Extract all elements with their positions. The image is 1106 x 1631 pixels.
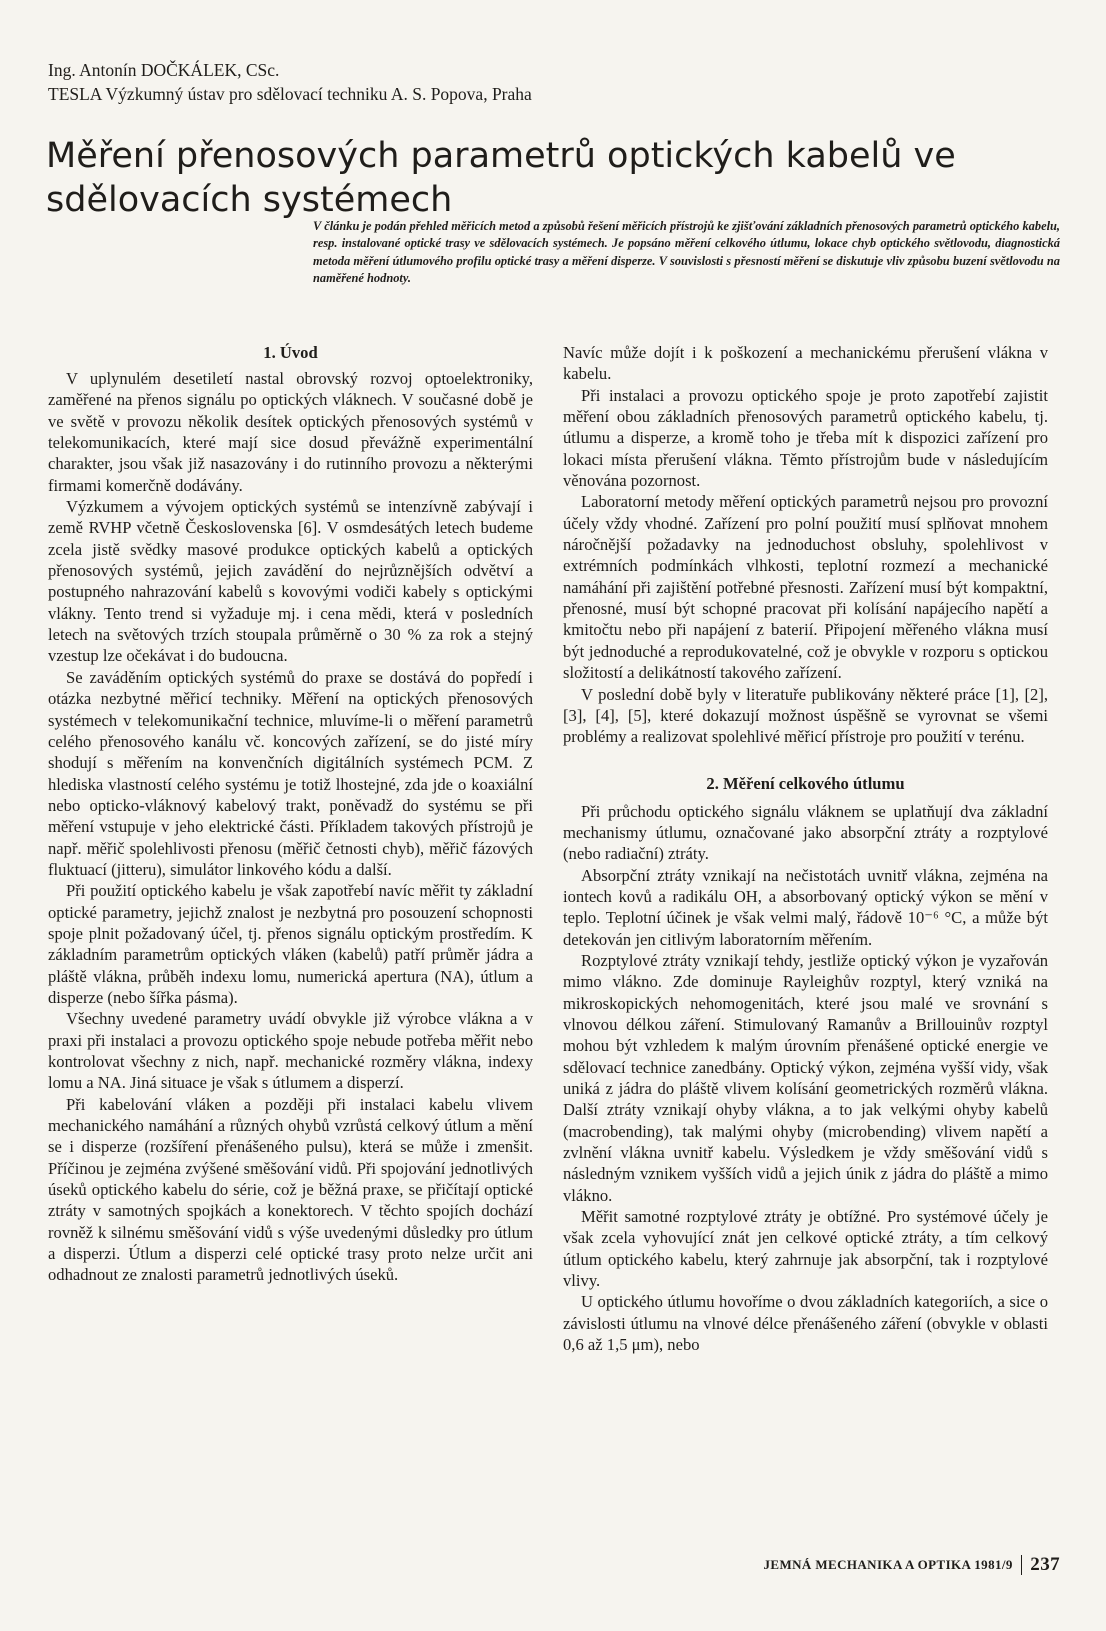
paragraph: Při instalaci a provozu optického spoje je proto zapotřebí zajistit měření obou základních přenosových parametrů optického kabelu, tj. útlumu a disperze, a kromě toho je třeba mít k dispozici zařízení pro lokaci místa přerušení vlákna. Těmto přístrojům bude v následujícím věnována pozornost. [563,385,1048,491]
paragraph: Měřit samotné rozptylové ztráty je obtížné. Pro systémové účely je však zcela vyhovující znát jen celkové optické ztráty, a tím celkový útlum optického kabelu, který zahrnuje jak absorpční, tak i rozptylové vlivy. [563,1207,1048,1291]
paragraph: V poslední době byly v literatuře publikovány některé práce [1], [2], [3], [4], [5], které dokazují možnost úspěšně se vyrovnat se všemi problémy a realizovat spolehlivé měřicí přístroje pro použití v terénu. [563,684,1048,747]
paragraph: Všechny uvedené parametry uvádí obvykle již výrobce vlákna a v praxi při instalaci a provozu optického spoje nebude potřeba měřit nebo kontrolovat všechny z nich, např. mechanické rozměry vlákna, indexy lomu a NA. Jiná situace je však s útlumem a disperzí. [48,1009,533,1093]
article-title: Měření přenosových parametrů optických kabelů ve sdělovacích systémech [46,136,956,220]
paragraph: U optického útlumu hovoříme o dvou základních kategoriích, a sice o závislosti útlumu na vlnové délce přenášeného záření (obvykle v oblasti 0,6 až 1,5 μm), nebo [563,1292,1048,1355]
article-abstract: V článku je podán přehled měřicích metod a způsobů řešení měřicích přístrojů ke zjišťování základních přenosových parametrů optického kabelu, resp. instalované optické trasy ve sdělovacích systémech. Je popsáno měření celkového útlumu, lokace chyb optického světlovodu, diagnostická metoda měření útlumového profilu optické trasy a měření disperze. V souvislosti s přesností měření se diskutuje vliv způsobu buzení světlovodu na naměřené hodnoty. [313,219,1060,285]
footer-divider [1021,1555,1023,1575]
author-block [48,58,532,106]
journal-name: JEMNÁ MECHANIKA A OPTIKA 1981/9 [763,1557,1013,1572]
paragraph: Výzkumem a vývojem optických systémů se intenzívně zabývají i země RVHP včetně Československa [6]. V osmdesátých letech budeme zcela jistě svědky masové produkce optických kabelů a optických přenosových systémů, jejich zavádění do nejrůznějších odvětví a postupného nahrazování kabelů s kovovými vodiči kabely s optickými vlákny. Tento trend si vyžaduje mj. i cena mědi, která v posledních letech na světových trzích stoupala průměrně o 30 % za rok a stejný vzestup lze očekávat i do budoucna. [48,497,533,666]
paragraph: Absorpční ztráty vznikají na nečistotách uvnitř vlákna, zejména na iontech kovů a radikálu OH, a absorbovaný optický výkon se mění v teplo. Teplotní účinek je však velmi malý, řádově 10⁻⁶ °C, a může být detekován jen citlivým laboratorním měřením. [563,865,1048,949]
author-name: Ing. Antonín DOČKÁLEK, CSc. [48,60,280,80]
page-number: 237 [1030,1554,1060,1575]
page-footer [763,1553,1060,1577]
author-affiliation: TESLA Výzkumný ústav pro sdělovací techniku A. S. Popova, Praha [48,84,532,104]
section-heading-intro: 1. Úvod [263,343,318,362]
paragraph: Rozptylové ztráty vznikají tehdy, jestliže optický výkon je vyzařován mimo vlákno. Zde dominuje Rayleighův rozptyl, který vzniká na mikroskopických nehomogenitách, které jsou malé ve srovnání s vlnovou délkou záření. Stimulovaný Ramanův a Brillouinův rozptyl mohou být vzhledem k malým úrovním přenášené optické energie ve sdělovací technice zanedbány. Optický výkon, zejména vyšší vidy, však uniká z jádra do pláště vlivem kolísání geometrických rozměrů vlákna. Další ztráty vznikají ohyby vlákna, a to jak velkými ohyby kabelů (macrobending), tak malými ohyby (microbending) vlivem napětí a zvlnění vlákna uvnitř kabelu. Výsledkem je vždy směšování vidů s následným vznikem vyšších vidů a jejich únik z jádra do pláště a mimo vlákno. [563,950,1048,1205]
left-column [48,342,533,1286]
paragraph: Se zaváděním optických systémů do praxe se dostává do popředí i otázka nezbytné měřicí techniky. Měření na optických přenosových systémech v telekomunikační technice, mluvíme-li o měření parametrů celého přenosového kanálu vč. koncových zařízení, se do jisté míry shodují s měřením na konvenčních digitálních systémech PCM. Z hlediska vlastností celého systému je totiž lhostejné, zda jde o koaxiální nebo opticko-vláknový kabelový trakt, poněvadž do systému se při měření vstupuje v jeho elektrické části. Příkladem takových přístrojů je např. měřič spolehlivosti přenosu (měřič četnosti chyb), měřič fázových fluktuací (jitteru), simulátor linkového kódu a další. [48,667,533,879]
paragraph: V uplynulém desetiletí nastal obrovský rozvoj optoelektroniky, zaměřené na přenos signálu po optických vláknech. V současné době je ve světě v provozu několik desítek optických přenosových systémů v telekomunikacích, které mají sice dosud převážně experimentální charakter, jsou však již nasazovány i do rutinního provozu a některými firmami komerčně dodávány. [48,369,533,495]
paragraph: Při použití optického kabelu je však zapotřebí navíc měřit ty základní optické parametry, jejichž znalost je nezbytná pro posouzení schopnosti spoje plnit požadovaný účel, tj. přenos signálu optickým prostředím. K základním parametrům optických vláken (kabelů) patří průměr jádra a pláště vlákna, průběh indexu lomu, numerická apertura (NA), útlum a disperze (nebo šířka pásma). [48,881,533,1007]
paragraph: Při průchodu optického signálu vláknem se uplatňují dva základní mechanismy útlumu, označované jako absorpční ztráty a rozptylové (nebo radiační) ztráty. [563,801,1048,864]
right-column [563,342,1048,1355]
paragraph: Navíc může dojít i k poškození a mechanickému přerušení vlákna v kabelu. [563,343,1048,384]
section-heading-attenuation: 2. Měření celkového útlumu [706,773,905,793]
paragraph: Při kabelování vláken a později při instalaci kabelu vlivem mechanického namáhání a různých ohybů vzrůstá celkový útlum a mění se i disperze (rozšíření přenášeného pulsu), která se může i zmenšit. Příčinou je zejména zvýšené směšování vidů. Při spojování jednotlivých úseků optického kabelu do série, což je běžná praxe, se přičítají optické ztráty v samotných spojkách a konektorech. V těchto spojích dochází rovněž k silnému směšování vidů s výše uvedenými důsledky pro útlum a disperzi. Útlum a disperzi celé optické trasy proto nelze určit ani odhadnout ze znalosti parametrů jednotlivých úseků. [48,1094,533,1285]
paragraph: Laboratorní metody měření optických parametrů nejsou pro provozní účely vždy vhodné. Zařízení pro polní použití musí splňovat mnohem náročnější požadavky na jednoduchost obsluhy, spolehlivost v extrémních podmínkách vlhkosti, teplotní rozmezí a mechanické namáhání při zajištění potřebné přesnosti. Zařízení musí být kompaktní, přenosné, musí být schopné pracovat při kolísání napájecího napětí a kmitočtu nebo při napájení z baterií. Připojení měřeného vlákna musí být jednoduché a reprodukovatelné, což je obvykle v rozporu s optickou složitostí a delikátností takového zařízení. [563,492,1048,683]
